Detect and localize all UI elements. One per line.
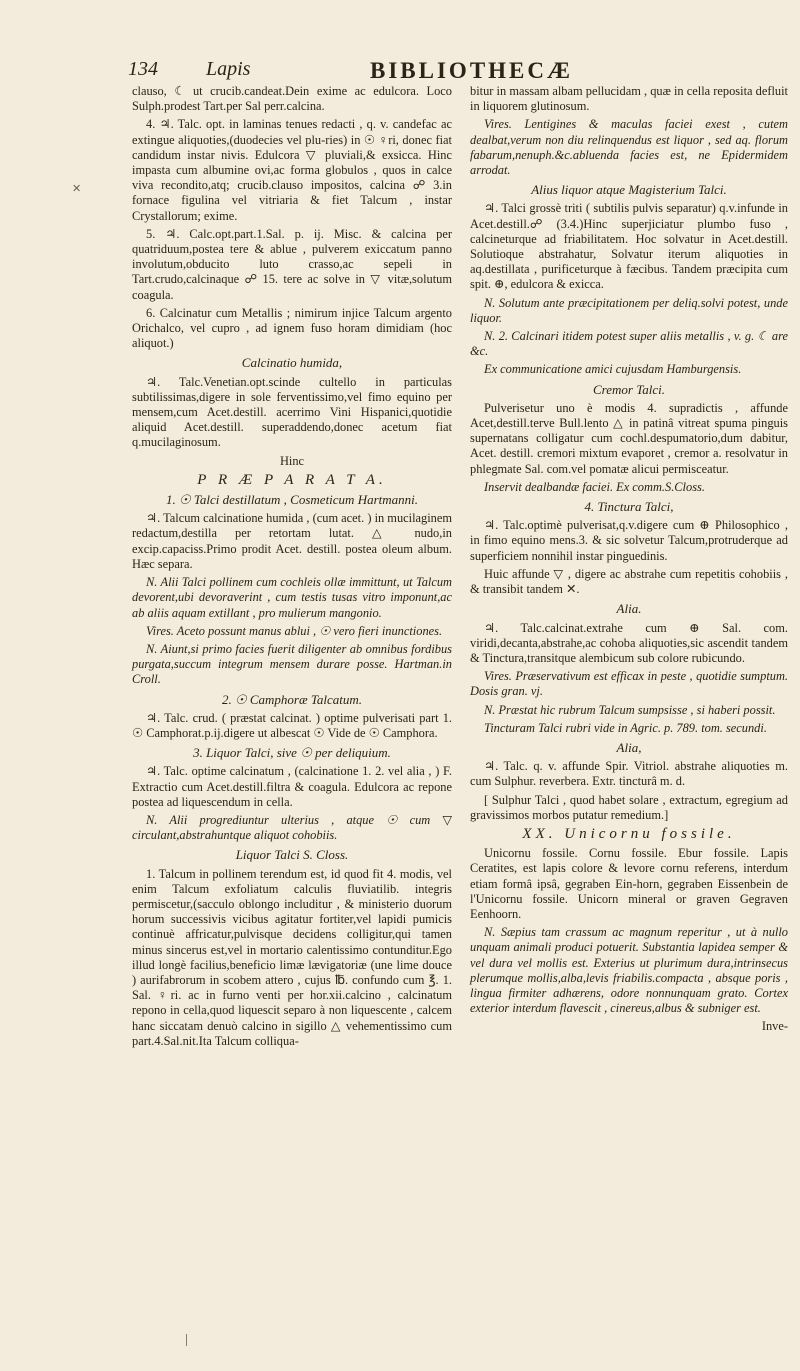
paragraph: [ Sulphur Talci , quod habet solare , extractum, egregium ad gravissimos morbos putatur remedium.] xyxy=(470,792,788,822)
paragraph: Ex communicatione amici cujusdam Hamburgensis. xyxy=(484,362,742,377)
paragraph: 5. ♃. Calc.opt.part.1.Sal. p. ij. Misc. & calcina per quatriduum,postea tere & ablue , pulverem exiccatum panno involutum,obducito luto crasso,ac sepeli in Tart.crudo,calcinaque ☍ 15. tere ac solve in ▽ vitæ,solutum coagula. xyxy=(132,226,452,302)
paragraph: Vires. Aceto possunt manus ablui , ☉ vero fieri inunctiones. xyxy=(146,623,443,638)
paragraph: Unicornu fossile. Cornu fossile. Ebur fossile. Lapis Ceratites, est lapis colore & levore cornu referens, interdum etiam formâ ipsâ, gegraben Ein-horn, gegraben Eissenbein de l'Unicornu fossile. Unicorn mineral or graven Gegraven Eenhoorn. xyxy=(470,846,788,921)
section-heading: Cremor Talci. xyxy=(593,381,665,397)
paragraph: Hinc xyxy=(279,453,305,468)
section-heading: Alia, xyxy=(616,739,642,755)
paragraph: 1. Talcum in pollinem terendum est, id quod fit 4. modis, vel enim Talcum exfoliatum calculis fluviatilib. integris permiscetur,(sacculo oblongo includitur , & ministerio duorum horum successivis vicibus agitatur fortiter,vel lapidi pumicis continuè affricatur,pulvisque decidens colligitur,qui tamen minus sincerus est,vel in mortario calentissimo contunditur.Ego illud longè facilius,beneficio limæ lævigatoriæ (une lime douce ) aurifabrorum in scobem attero , cujus ℔. confundo cum ℥. 1. Sal. ♀ri. ac in furno venti per hor.xii.calcino , calcinatum repono in cella,quod liquescit separo à non liquescente , calcem hanc siccatam denuò calcino in sigillo △ vehementissimo cum part.4.Sal.nit.Ita Talcum colliqua- xyxy=(132,866,452,1048)
section-heading: Alia. xyxy=(616,601,642,617)
paragraph: N. Sæpius tam crassum ac magnum reperitur , ut à nullo unquam animali produci potuerit. Substantia lapidea semper & vel dura vel mollis est. Exterius ut plurimum dura,intrinsecus plerumque mollis,alba,levis friabilis.compacta , absque poris , lingua firmiter adhærens, odore nonnunquam grato. Cortex exterior interdum flavescit , cinereus,albus & subniger est. xyxy=(470,925,788,1016)
bottom-tick-mark xyxy=(186,1334,187,1346)
paragraph: N. Præstat hic rubrum Talcum sumpsisse , si haberi possit. xyxy=(484,702,776,717)
paragraph: ♃. Talc. q. v. affunde Spir. Vitriol. abstrahe aliquoties m. cum Sulphur. reverbera. Extr. tincturâ m. d. xyxy=(470,759,788,789)
paragraph: ♃. Talci grossè triti ( subtilis pulvis separatur) q.v.infunde in Acet.destill.☍ (3.4.)Hinc superjiciatur plumbo fuso , calcineturque ad friabilitatem. Hoc solvatur in Acet.destill. Solutioque abstrahatur, Solvatur iterum aliquoties in aq.destillata , purificeturque à fæcibus. Tandem præcipita cum spit. ⊕, edulcora & exicca. xyxy=(470,201,788,292)
section-heading: 1. ☉ Talci destillatum , Cosmeticum Hartmanni. xyxy=(165,492,419,508)
section-heading: 3. Liquor Talci, sive ☉ per deliquium. xyxy=(193,745,391,761)
paragraph: 6. Calcinatur cum Metallis ; nimirum injice Talcum argento Orichalco, vel cupro , ad ignem fuso horam dimidiam (hoc aliquot.) xyxy=(132,305,452,351)
paragraph: Huic affunde ▽ , digere ac abstrahe cum repetitis cohobiis , & transibit tandem ✕. xyxy=(470,566,788,597)
paragraph: Inve- xyxy=(761,1019,788,1034)
paragraph: N. Alii Talci pollinem cum cochleis ollæ immittunt, ut Talcum devorent,ubi devoraverint , cum testis tusas vitro imponunt,ac ab aliis aquam extillant , pro mulierum mangonio. xyxy=(132,575,452,620)
paragraph: ♃. Talc.optimè pulverisat,q.v.digere cum ⊕ Philosophico , in fimo equino mens.3. & sic solvetur Talcum,protruderque ad superficiem nonnihil instar pinguedinis. xyxy=(470,518,788,563)
section-heading: 2. ☉ Camphoræ Talcatum. xyxy=(221,691,363,707)
paragraph: N. Alii progrediuntur ulterius , atque ☉ cum ▽ circulant,abstrahuntque aliquot cohobiis. xyxy=(132,812,452,843)
paragraph: Vires. Lentigines & maculas faciei exest , cutem dealbat,verum non diu relinquendus est liquor , sed aq. florum fabarum,nenuph.&c.abluenda facies est, ne Epidermidem arrodat. xyxy=(470,117,788,178)
running-title: BIBLIOTHECÆ xyxy=(370,58,573,83)
paragraph: ♃. Talcum calcinatione humida , (cum acet. ) in mucilaginem redactum,destilla per retortam lutat. △ nudo,in excip.capaciss.Primo prodit Acet. destill. postea oleum album. Hæc separa. xyxy=(132,511,452,571)
paragraph: N. 2. Calcinari itidem potest super aliis metallis , v. g. ☾ are &c. xyxy=(470,329,788,359)
paragraph: ♃. Talc. crud. ( præstat calcinat. ) optime pulverisati part 1. ☉ Camphorat.p.ij.digere ut albescat ☉ Vide de ☉ Camphora. xyxy=(132,710,452,740)
paragraph: Pulverisetur uno è modis 4. supradictis , affunde Acet,destill.terve Bull.lento △ in patinâ vitreat spuma pinguis supernatans colligatur cum cochl.despumatorio,dum dabitur, Acet. destill. cremori mixtum evaporet , cremor a. resolvatur in phlegmate Sal. com.vel pomatæ alicui permisceatur. xyxy=(470,400,788,476)
page-number: 134 xyxy=(128,58,158,80)
section-heading: Calcinatio humida, xyxy=(241,355,343,371)
section-heading: XX. Unicornu fossile. xyxy=(522,825,736,842)
paragraph: N. Aiunt,si primo facies fuerit diligenter ab omnibus fordibus purgata,succum integrum mensem durare posse. Hartman.in Croll. xyxy=(132,641,452,687)
paragraph: ♃. Talc. optime calcinatum , (calcinatione 1. 2. vel alia , ) F. Extractio cum Acet.destill.filtra & coagula. Edulcora ac repone postea ad liquescendum in cella. xyxy=(132,764,452,809)
section-heading: Alius liquor atque Magisterium Talci. xyxy=(531,182,727,198)
paragraph: N. Solutum ante præcipitationem per deliq.solvi potest, unde liquor. xyxy=(470,295,788,325)
section-heading: 4. Tinctura Talci, xyxy=(584,499,674,515)
section-heading: P R Æ P A R A T A. xyxy=(197,471,387,488)
section-heading: Liquor Talci S. Closs. xyxy=(235,847,349,863)
paragraph: ♃. Talc.Venetian.opt.scinde cultello in particulas subtilissimas,digere in sole ferventissimo,vel fimo equino per mensem,cum Acet.destill. acerrimo Vini Hispanici,quotidie aliquid Acet.destill. superaddendo,donec acetum fiat q.mucilaginosum. xyxy=(132,374,452,450)
paragraph: bitur in massam albam pellucidam , quæ in cella reposita defluit in liquorem glutinosum. xyxy=(470,84,788,114)
paragraph: ♃. Talc.calcinat.extrahe cum ⊕ Sal. com. viridi,decanta,abstrahe,ac cohoba aliquoties,sic ascendit tandem & Tinctura,transitque alembicum sub colore rubicundo. xyxy=(470,620,788,665)
paragraph: Tincturam Talci rubri vide in Agric. p. 789. tom. secundi. xyxy=(484,720,767,735)
paragraph: Inservit dealbandæ faciei. Ex comm.S.Closs. xyxy=(484,479,705,494)
paragraph: Vires. Præservativum est efficax in peste , quotidie sumptum. Dosis gran. vj. xyxy=(470,669,788,699)
running-word: Lapis xyxy=(206,58,251,80)
paragraph: 4. ♃. Talc. opt. in laminas tenues redacti , q. v. candefac ac extingue aliquoties,(duodecies vel plu-ries) in ☉ ♀ri, donec fiat candidum instar nivis. Edulcora ▽ pluviali,& exsicca. Hinc impasta cum albumine ovi,ac forma globulos , quos in calce viva recondito,atq; crucib.clauso impositos, calcina ☍ 3.in fornace figulina vel vitriaria & fiet Talcum , instar Crystallorum; exime. xyxy=(132,117,452,223)
paragraph: clauso, ☾ ut crucib.candeat.Dein exime ac edulcora. Loco Sulph.prodest Tart.per Sal perr.calcina. xyxy=(132,84,452,114)
margin-mark: ✕ xyxy=(72,183,82,195)
left-column xyxy=(132,84,452,1052)
right-column xyxy=(470,84,788,1038)
